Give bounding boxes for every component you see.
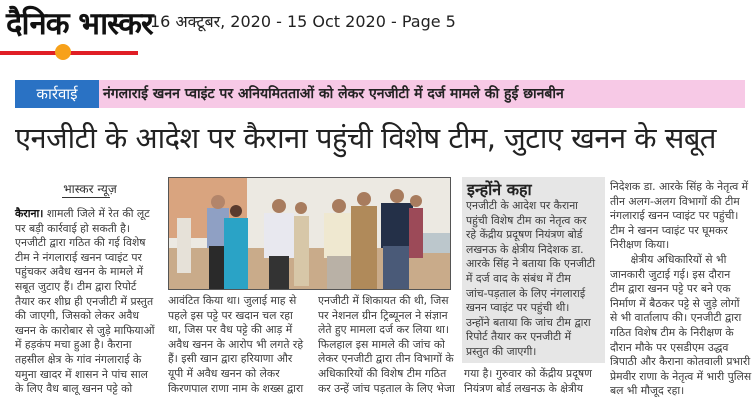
article-column-3 [318, 294, 455, 396]
text-line: पहुंचकर अवैध खनन के मामले में [15, 265, 144, 279]
text-line: रहे केंद्रीय प्रदूषण नियंत्रण बोर्ड [466, 228, 583, 242]
text-line: गठित विशेष टीम के निरीक्षण के [610, 325, 734, 339]
text-line: दौरान मौके पर एसडीएम उद्धव [610, 340, 729, 354]
text-line: एनजीटी के आदेश पर कैराना [466, 199, 578, 212]
section-tag: कार्रवाई [15, 80, 99, 108]
text-line: तीन अलग-अलग विभागों की टीम [610, 194, 740, 208]
byline: भास्कर न्यूज़ [63, 182, 117, 196]
text-line: यूपी में अवैध खनन को लेकर [168, 366, 280, 380]
people-group [177, 189, 423, 290]
text-line: एनजीटी में शिकायत की थी, जिस [318, 294, 449, 307]
kicker-subheadline: नंगलाराई खनन प्वाइंट पर अनियमितताओं को लेकर एनजीटी में दर्ज मामले की हुई छानबीन [99, 80, 745, 108]
text-line: पहुंची विशेष टीम का नेतृत्व कर [466, 213, 587, 227]
text-line: में दर्ज वाद के संबंध में टीम [466, 271, 571, 285]
quote-box-text [466, 199, 595, 360]
text-line: सबूत जुटाए हैं। टीम द्वारा रिपोर्ट [15, 279, 137, 293]
text-line: नियंत्रण बोर्ड लखनऊ के क्षेत्रीय [464, 381, 583, 395]
text-line: टीम ने खनन प्वाइंट पर घूमकर [610, 223, 728, 237]
text-line: नंगलाराई खनन प्वाइंट पर पहुंची। [610, 209, 739, 223]
text-line: जांच-पड़ताल के लिए नंगलाराई [466, 286, 586, 300]
article-column-5 [610, 180, 751, 399]
text-line: बल भी मौजूद रहा। [610, 384, 685, 398]
text-line: जानकारी जुटाई गई। इस दौरान [610, 267, 731, 281]
text-line: हैं। इसी खान द्वारा हरियाणा और [168, 352, 293, 366]
text-line: अवैध खनन के आरोप भी लगते रहे [168, 337, 304, 351]
text-line: में हड़कंप मचा हुआ है। कैराना [15, 338, 132, 352]
text-line: पहले इस पट्टे पर खदान चल रहा [168, 308, 293, 322]
text-line: था, जिस पर वैध पट्टे की आड़ में [168, 323, 293, 337]
text-line: क्षेत्रीय अधिकारियों से भी [610, 252, 727, 266]
text-line: निरीक्षण किया। [610, 238, 670, 252]
byline-rule [62, 197, 110, 198]
text-line: टीम द्वारा खनन पट्टे पर बने एक [610, 282, 731, 296]
text-line: फिलहाल इस मामले की जांच को [318, 337, 445, 351]
text-line: आवंटित किया था। जुलाई माह से [168, 294, 297, 307]
text-line: लेकर एनजीटी द्वारा तीन विभागों के [318, 352, 454, 366]
text-line: लेते हुए मामला दर्ज कर लिया था। [318, 323, 450, 337]
text-line: प्रस्तुत की जाएगी। [466, 344, 537, 358]
text-line: तहसील क्षेत्र के गांव नंगलाराई के [15, 352, 142, 366]
headline: एनजीटी के आदेश पर कैराना पहुंची विशेष टीम, जुटाए खनन के सबूत [15, 121, 716, 155]
text-line: पर बड़ी कार्रवाई हो सकती है। [15, 221, 130, 235]
article-column-4 [464, 367, 592, 396]
news-photo [168, 177, 451, 290]
article-column-1 [15, 207, 155, 397]
text-line: खनन के कारोबार से जुड़े माफियाओं [15, 323, 155, 337]
text-line: से भी वार्तालाप की। एनजीटी द्वारा [610, 311, 742, 325]
text-line: गया है। गुरुवार को केंद्रीय प्रदूषण [464, 367, 592, 380]
text-line: कर उन्हें जांच पड़ताल के लिए भेजा [318, 381, 455, 395]
text-line: एनजीटी द्वारा गठित की गई विशेष [15, 236, 146, 250]
dateline: कैराना। [15, 207, 44, 220]
edition-date: 16 अक्टूबर, 2020 - 15 Oct 2020 - Page 5 [150, 12, 456, 31]
text-line: रिपोर्ट तैयार कर एनजीटी में [466, 330, 572, 344]
text-line: तैयार कर शीघ्र ही एनजीटी में प्रस्तुत [15, 294, 154, 308]
quote-box-title: इन्होंने कहा [467, 180, 532, 199]
text-line: टीम ने नंगलाराई खनन प्वाइंट पर [15, 250, 142, 264]
text-line: निदेशक डा. आरके सिंह के नेतृत्व में [610, 180, 749, 193]
text-line: लखनऊ के क्षेत्रीय निदेशक डा. [466, 242, 584, 256]
text-line: प्रेमवीर राणा के नेतृत्व में भारी पुलिस [610, 369, 752, 383]
text-line: किरणपाल राणा नाम के शख्स द्वारा [168, 381, 304, 395]
logo-sun-dot [55, 44, 71, 60]
text-line: के लिए वैध बालू खनन पट्टे को [15, 382, 133, 396]
newspaper-logo: दैनिक भास्कर [6, 6, 153, 42]
text-line: आरके सिंह ने बताया कि एनजीटी [466, 257, 595, 271]
text-line: यमुना खादर में शासन ने पांच साल [15, 367, 148, 381]
text-line: त्रिपाठी और कैराना कोतवाली प्रभारी [610, 355, 751, 369]
text-line: खनन प्वाइंट पर पहुंची थी। [466, 301, 570, 315]
photo-illustration [169, 178, 451, 290]
text-line: की जाएगी, जिसको लेकर अवैध [15, 309, 140, 323]
article-column-2 [168, 294, 303, 396]
text-line: कैराना। शामली जिले में रेत की लूट [15, 207, 150, 220]
text-line: उन्होंने बताया कि जांच टीम द्वारा [466, 315, 591, 329]
text-line: पर नेशनल ग्रीन ट्रिब्यूनल ने संज्ञान [318, 308, 448, 322]
text-line: अधिकारियों की विशेष टीम गठित [318, 366, 447, 380]
text-line: निर्माण में बैठकर पट्टे से जुड़े लोगों [610, 296, 740, 310]
